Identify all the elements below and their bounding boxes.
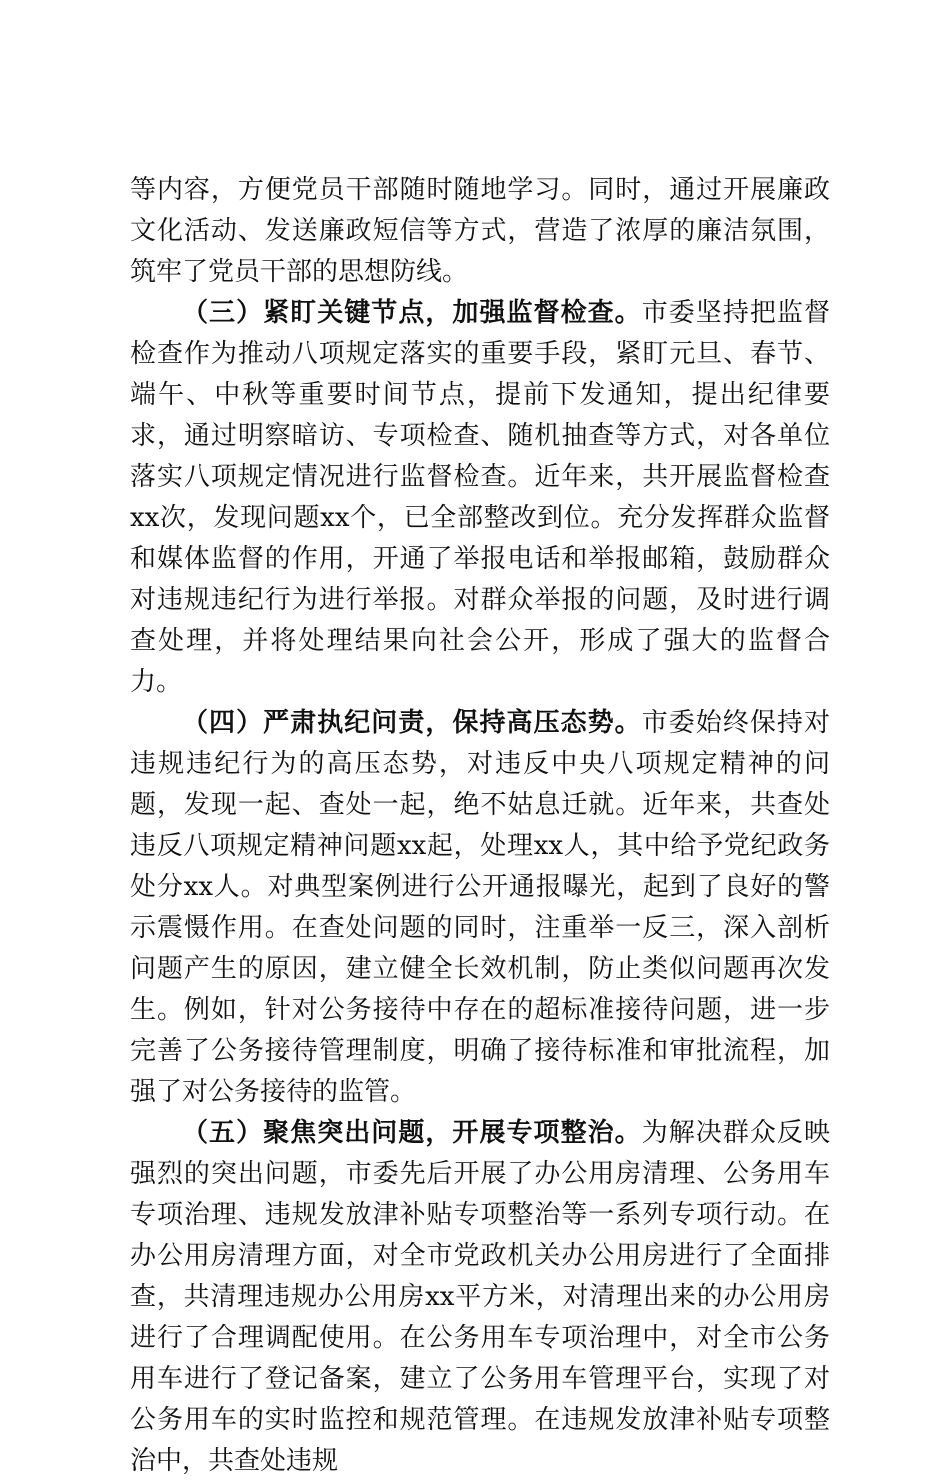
section-heading: （四）严肃执纪问责，保持高压态势。 bbox=[182, 708, 642, 738]
paragraph-continued bbox=[130, 170, 830, 293]
paragraph-body: 市委始终保持对违规违纪行为的高压态势，对违反中央八项规定精神的问题，发现一起、查处一起，绝不姑息迁就。近年来，共查处违反八项规定精神问题xx起，处理xx人，其中给予党纪政务处分xx人。对典型案例进行公开通报曝光，起到了良好的警示震慑作用。在查处问题的同时，注重举一反三，深入剖析问题产生的原因，建立健全长效机制，防止类似问题再次发生。例如，针对公务接待中存在的超标准接待问题，进一步完善了公务接待管理制度，明确了接待标准和审批流程，加强了对公务接待的监管。 bbox=[130, 708, 830, 1107]
section-heading: （三）紧盯关键节点，加强监督检查。 bbox=[182, 298, 642, 328]
paragraph-section-5 bbox=[130, 1113, 830, 1482]
paragraph-body: 等内容，方便党员干部随时随地学习。同时，通过开展廉政文化活动、发送廉政短信等方式，营造了浓厚的廉洁氛围，筑牢了党员干部的思想防线。 bbox=[130, 175, 830, 287]
document-page bbox=[130, 170, 830, 1482]
section-heading: （五）聚焦突出问题，开展专项整治。 bbox=[182, 1118, 642, 1148]
paragraph-body: 市委坚持把监督检查作为推动八项规定落实的重要手段，紧盯元旦、春节、端午、中秋等重要时间节点，提前下发通知，提出纪律要求，通过明察暗访、专项检查、随机抽查等方式，对各单位落实八项规定情况进行监督检查。近年来，共开展监督检查xx次，发现问题xx个，已全部整改到位。充分发挥群众监督和媒体监督的作用，开通了举报电话和举报邮箱，鼓励群众对违规违纪行为进行举报。对群众举报的问题，及时进行调查处理，并将处理结果向社会公开，形成了强大的监督合力。 bbox=[130, 298, 830, 697]
paragraph-body: 为解决群众反映强烈的突出问题，市委先后开展了办公用房清理、公务用车专项治理、违规发放津补贴专项整治等一系列专项行动。在办公用房清理方面，对全市党政机关办公用房进行了全面排查，共清理违规办公用房xx平方米，对清理出来的办公用房进行了合理调配使用。在公务用车专项治理中，对全市公务用车进行了登记备案，建立了公务用车管理平台，实现了对公务用车的实时监控和规范管理。在违规发放津补贴专项整治中，共查处违规 bbox=[130, 1118, 830, 1476]
paragraph-section-4 bbox=[130, 703, 830, 1113]
paragraph-section-3 bbox=[130, 293, 830, 703]
